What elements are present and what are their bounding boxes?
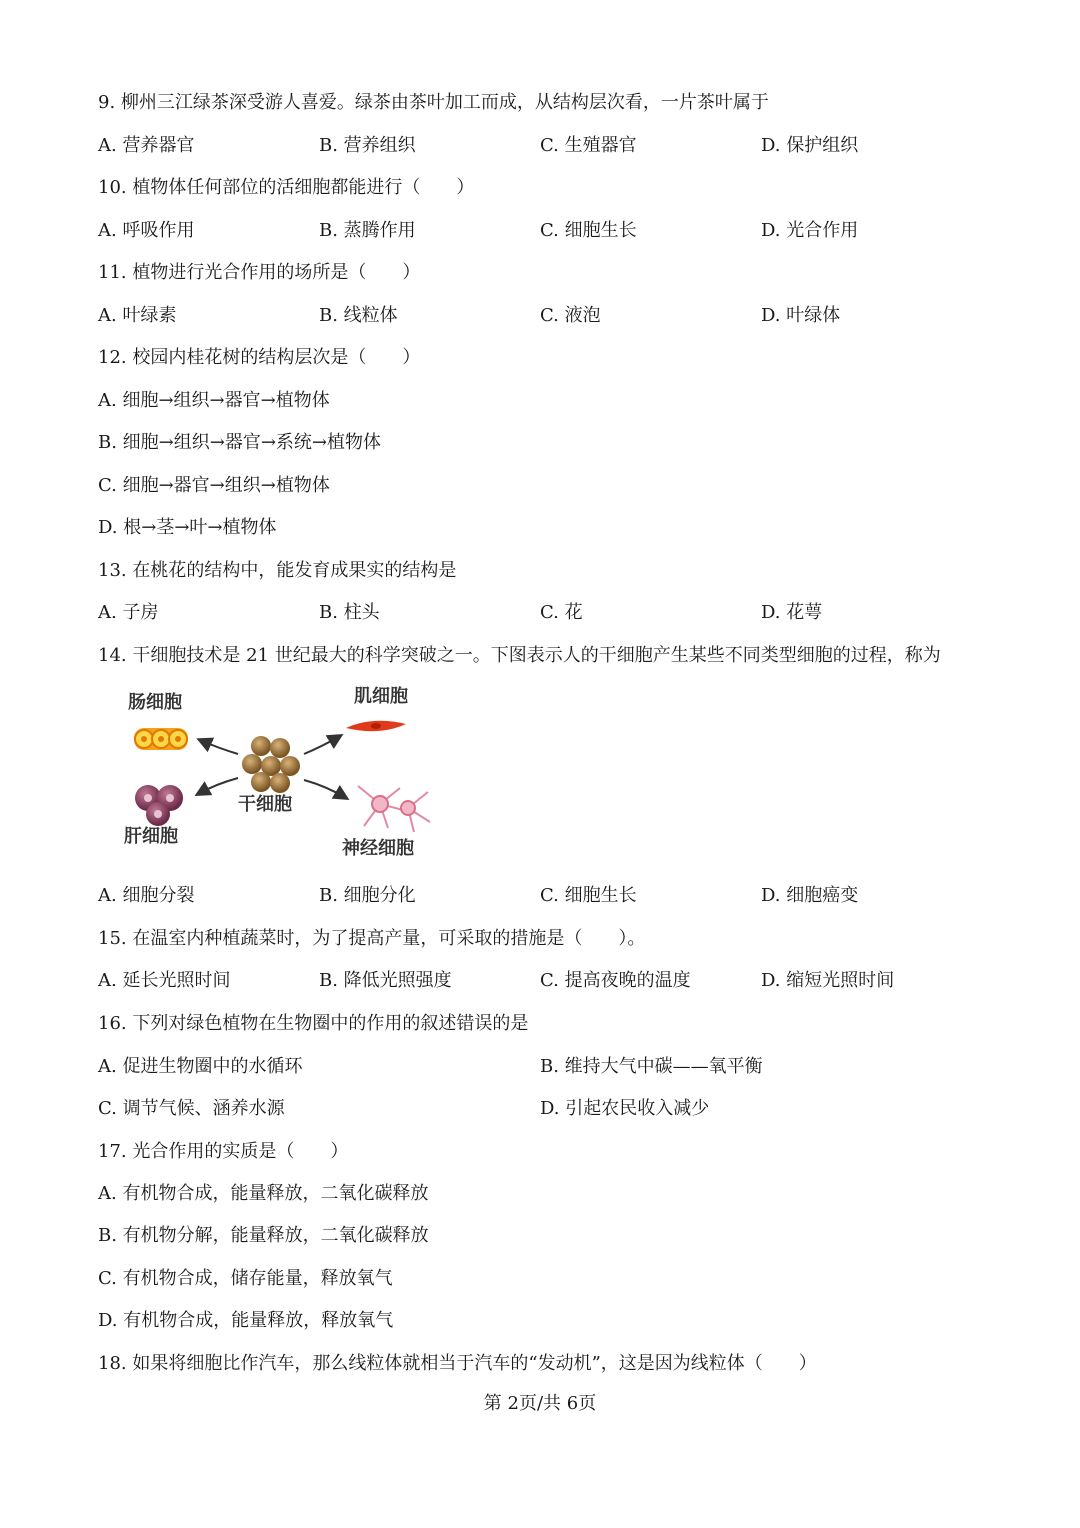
q17-option-d[interactable]: D. 有机物合成，能量释放，释放氧气 [98, 1310, 394, 1331]
question-15-stem: 15. 在温室内种植蔬菜时，为了提高产量，可采取的措施是（ ）。 [98, 928, 646, 949]
q9-option-c[interactable]: C. 生殖器官 [540, 135, 637, 156]
question-14-stem: 14. 干细胞技术是 21 世纪最大的科学突破之一。下图表示人的干细胞产生某些不同类型细胞的过程，称为 [98, 645, 941, 666]
q15-option-c[interactable]: C. 提高夜晚的温度 [540, 970, 691, 991]
q17-option-b[interactable]: B. 有机物分解，能量释放，二氧化碳释放 [98, 1225, 429, 1246]
q12-option-b[interactable]: B. 细胞→组织→器官→系统→植物体 [98, 432, 381, 453]
q10-option-a[interactable]: A. 呼吸作用 [98, 220, 195, 241]
question-16-stem: 16. 下列对绿色植物在生物圈中的作用的叙述错误的是 [98, 1013, 529, 1034]
q13-option-b[interactable]: B. 柱头 [319, 602, 380, 623]
nerve-cell-label: 神经细胞 [342, 838, 414, 859]
q15-option-d[interactable]: D. 缩短光照时间 [761, 970, 895, 991]
q13-option-c[interactable]: C. 花 [540, 602, 583, 623]
q16-option-c[interactable]: C. 调节气候、涵养水源 [98, 1098, 285, 1119]
question-9-stem: 9. 柳州三江绿茶深受游人喜爱。绿茶由茶叶加工而成，从结构层次看，一片茶叶属于 [98, 92, 769, 113]
q9-option-a[interactable]: A. 营养器官 [98, 135, 195, 156]
stem-cell-label: 干细胞 [238, 794, 292, 815]
question-11-stem: 11. 植物进行光合作用的场所是（ ） [98, 262, 421, 283]
q10-option-c[interactable]: C. 细胞生长 [540, 220, 637, 241]
q14-option-c[interactable]: C. 细胞生长 [540, 885, 637, 906]
q12-option-c[interactable]: C. 细胞→器官→组织→植物体 [98, 475, 330, 496]
q14-option-d[interactable]: D. 细胞癌变 [761, 885, 859, 906]
q16-option-d[interactable]: D. 引起农民收入减少 [540, 1098, 710, 1119]
q12-option-d[interactable]: D. 根→茎→叶→植物体 [98, 517, 277, 538]
page-number: 第 2页/共 6页 [483, 1393, 597, 1414]
liver-cell-label: 肝细胞 [124, 826, 178, 847]
q12-option-a[interactable]: A. 细胞→组织→器官→植物体 [98, 390, 330, 411]
q14-option-a[interactable]: A. 细胞分裂 [98, 885, 195, 906]
q11-option-d[interactable]: D. 叶绿体 [761, 305, 841, 326]
q11-option-b[interactable]: B. 线粒体 [319, 305, 398, 326]
q17-option-a[interactable]: A. 有机物合成，能量释放，二氧化碳释放 [98, 1183, 429, 1204]
q13-option-d[interactable]: D. 花萼 [761, 602, 823, 623]
q13-option-a[interactable]: A. 子房 [98, 602, 159, 623]
q14-option-b[interactable]: B. 细胞分化 [319, 885, 416, 906]
q17-option-c[interactable]: C. 有机物合成，储存能量，释放氧气 [98, 1268, 393, 1289]
question-13-stem: 13. 在桃花的结构中，能发育成果实的结构是 [98, 560, 457, 581]
intestine-cell-label: 肠细胞 [128, 692, 182, 713]
nerve-cells-icon [358, 786, 430, 832]
q15-option-a[interactable]: A. 延长光照时间 [98, 970, 231, 991]
q9-option-d[interactable]: D. 保护组织 [761, 135, 859, 156]
muscle-cell-label: 肌细胞 [354, 686, 408, 707]
q10-option-d[interactable]: D. 光合作用 [761, 220, 859, 241]
question-18-stem: 18. 如果将细胞比作汽车，那么线粒体就相当于汽车的“发动机”，这是因为线粒体（ ） [98, 1353, 817, 1374]
question-17-stem: 17. 光合作用的实质是（ ） [98, 1141, 349, 1162]
q15-option-b[interactable]: B. 降低光照强度 [319, 970, 452, 991]
question-10-stem: 10. 植物体任何部位的活细胞都能进行（ ） [98, 177, 475, 198]
muscle-cell-icon [346, 721, 406, 731]
q16-option-a[interactable]: A. 促进生物圈中的水循环 [98, 1056, 303, 1077]
q11-option-c[interactable]: C. 液泡 [540, 305, 601, 326]
q16-option-b[interactable]: B. 维持大气中碳——氧平衡 [540, 1056, 763, 1077]
q11-option-a[interactable]: A. 叶绿素 [98, 305, 177, 326]
stem-cell-diagram [118, 676, 448, 866]
q9-option-b[interactable]: B. 营养组织 [319, 135, 416, 156]
q10-option-b[interactable]: B. 蒸腾作用 [319, 220, 416, 241]
question-12-stem: 12. 校园内桂花树的结构层次是（ ） [98, 347, 421, 368]
intestine-cells-icon [134, 728, 188, 750]
liver-cells-icon [135, 785, 183, 826]
stem-cells-icon [242, 736, 300, 793]
